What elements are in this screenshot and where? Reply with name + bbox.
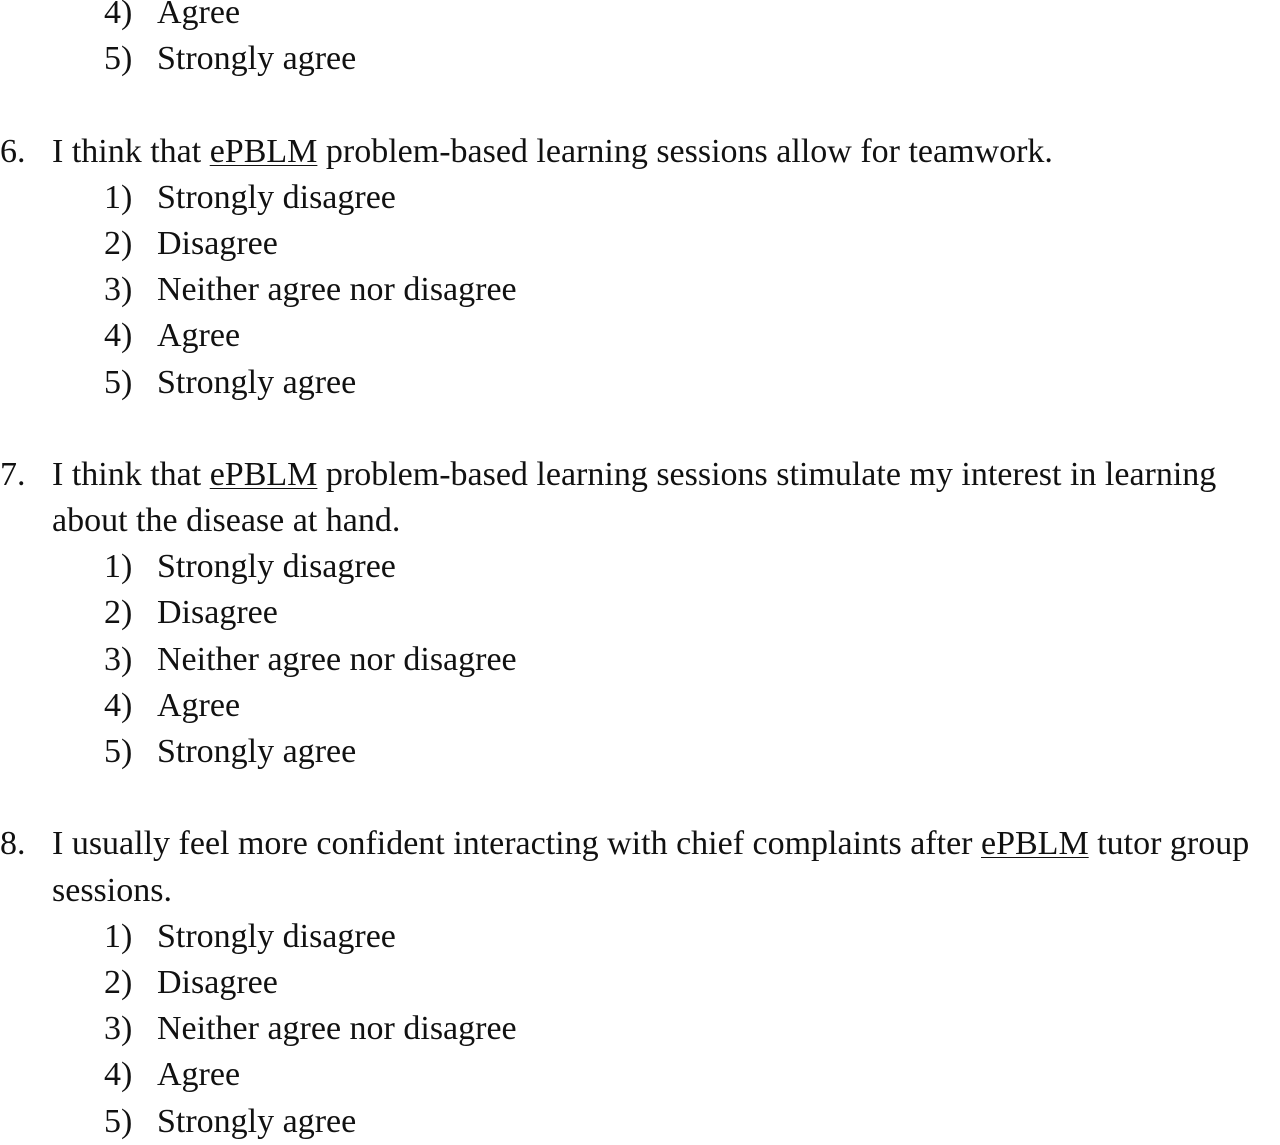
option-label: Strongly agree — [157, 733, 357, 770]
option-item — [0, 221, 1280, 267]
option-item — [0, 1052, 1280, 1098]
option-item — [0, 683, 1280, 729]
question-8 — [0, 821, 1280, 867]
option-label: Strongly disagree — [157, 548, 396, 586]
option-number: 5) — [104, 40, 133, 78]
option-label: Neither agree nor disagree — [157, 271, 517, 309]
option-number: 1) — [104, 548, 133, 586]
option-label: Strongly disagree — [157, 178, 396, 216]
option-item — [0, 313, 1280, 359]
option-number: 2) — [104, 594, 133, 632]
question-number: 7. — [0, 455, 26, 493]
spacer — [0, 82, 1280, 128]
option-number: 4) — [104, 686, 133, 724]
option-label: Strongly agree — [157, 363, 357, 401]
question-text-pre: I usually feel more confident interacting with chief complaints after — [52, 825, 981, 863]
option-label: Agree — [157, 317, 241, 355]
option-number: 5) — [104, 733, 133, 770]
option-item — [0, 36, 1280, 82]
option-number: 5) — [104, 363, 133, 401]
option-number: 5) — [104, 1102, 133, 1140]
option-label: Agree — [157, 0, 241, 31]
option-item — [0, 360, 1280, 406]
question-text — [52, 821, 1249, 867]
spacer — [0, 406, 1280, 452]
option-number: 1) — [104, 178, 133, 216]
option-number: 1) — [104, 917, 133, 955]
option-label: Agree — [157, 1056, 241, 1094]
question-text — [52, 452, 1216, 498]
option-item — [0, 637, 1280, 683]
option-number: 4) — [104, 317, 133, 355]
question-number: 8. — [0, 825, 26, 863]
question-8-continuation — [0, 868, 1280, 914]
question-text-pre: I think that — [52, 455, 210, 493]
question-number: 6. — [0, 132, 26, 170]
option-label: Neither agree nor disagree — [157, 640, 517, 678]
option-label: Disagree — [157, 963, 278, 1001]
option-item — [0, 0, 1280, 36]
question-text-line2: about the disease at hand. — [52, 502, 401, 540]
option-item — [0, 960, 1280, 1006]
option-label: Strongly disagree — [157, 917, 396, 955]
option-number: 2) — [104, 224, 133, 262]
option-label: Strongly agree — [157, 1102, 357, 1140]
question-text-post: problem-based learning sessions allow for teamwork. — [317, 132, 1053, 170]
option-number: 3) — [104, 640, 133, 678]
option-label: Agree — [157, 686, 241, 724]
question-text-pre: I think that — [52, 132, 210, 170]
option-label: Strongly agree — [157, 40, 357, 78]
option-number: 3) — [104, 271, 133, 309]
option-item — [0, 267, 1280, 313]
epblm-term: ePBLM — [981, 825, 1089, 863]
question-text-post: problem-based learning sessions stimulate my interest in learning — [317, 455, 1217, 493]
question-text — [52, 129, 1053, 175]
option-item — [0, 175, 1280, 221]
question-6 — [0, 129, 1280, 175]
option-number: 3) — [104, 1010, 133, 1048]
option-label: Disagree — [157, 594, 278, 632]
epblm-term: ePBLM — [209, 455, 318, 493]
option-label: Disagree — [157, 224, 278, 262]
question-7 — [0, 452, 1280, 498]
option-item — [0, 590, 1280, 636]
spacer — [0, 775, 1280, 821]
option-item — [0, 729, 1280, 775]
epblm-term: ePBLM — [209, 132, 318, 170]
option-item — [0, 914, 1280, 960]
option-number: 2) — [104, 963, 133, 1001]
question-7-continuation — [0, 498, 1280, 544]
option-item — [0, 544, 1280, 590]
option-item — [0, 1099, 1280, 1145]
option-item — [0, 1006, 1280, 1052]
option-label: Neither agree nor disagree — [157, 1010, 517, 1048]
option-number: 4) — [104, 1056, 133, 1094]
question-text-post: tutor group — [1088, 825, 1250, 863]
option-number: 4) — [104, 0, 133, 31]
question-text-line2: sessions. — [52, 871, 172, 909]
